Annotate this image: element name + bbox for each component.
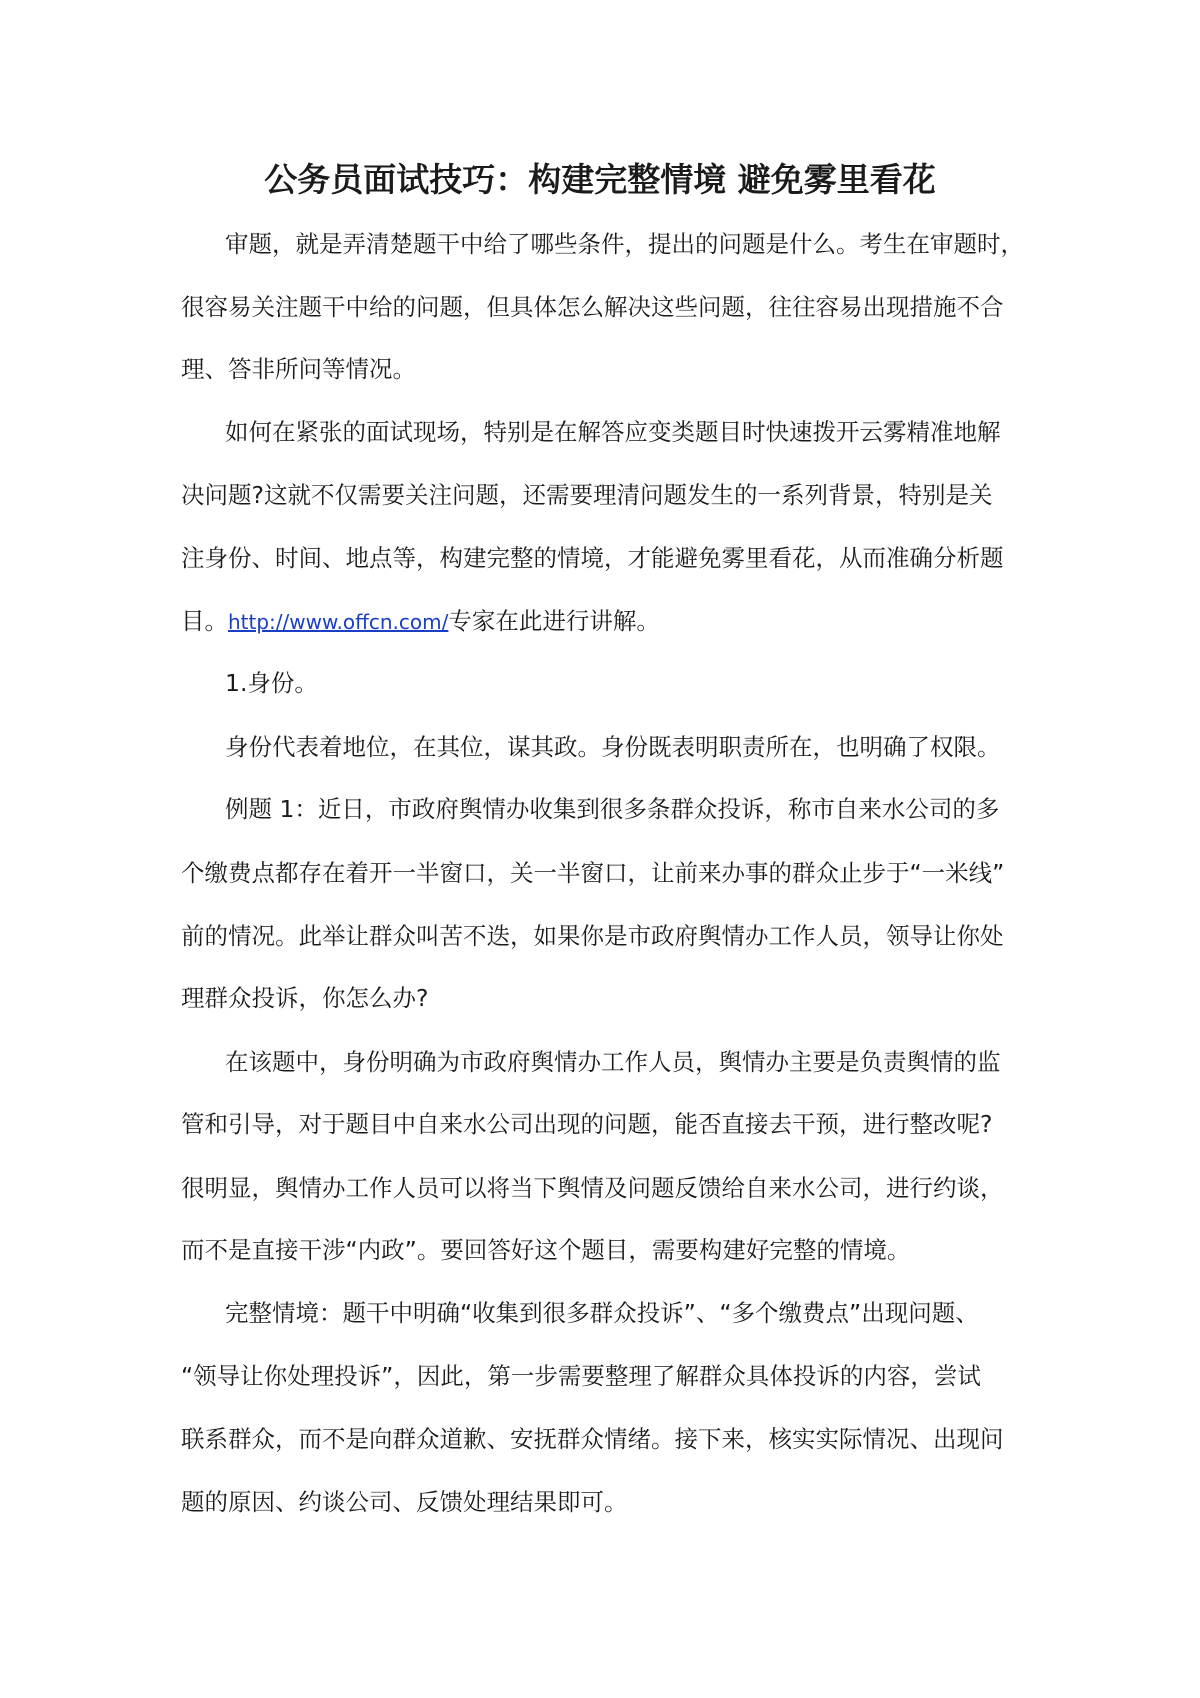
paragraph-2-line-3: 注身份、时间、地点等，构建完整的情境，才能避免雾里看花，从而准确分析题 — [181, 544, 1004, 572]
example-1-line-4: 理群众投诉，你怎么办? — [181, 984, 429, 1012]
section-heading-identity: 1.身份。 — [225, 669, 318, 697]
paragraph-7-line-4: 题的原因、约谈公司、反馈处理结果即可。 — [181, 1488, 628, 1516]
example-1-line-3: 前的情况。此举让群众叫苦不迭，如果你是市政府舆情办工作人员，领导让你处 — [181, 922, 1004, 950]
paragraph-7-line-3: 联系群众，而不是向群众道歉、安抚群众情绪。接下来，核实实际情况、出现问 — [181, 1425, 1004, 1453]
paragraph-1-line-3: 理、答非所问等情况。 — [181, 355, 416, 383]
paragraph-4-line-1: 身份代表着地位，在其位，谋其政。身份既表明职责所在，也明确了权限。 — [225, 733, 1001, 761]
offcn-link[interactable]: http://www.offcn.com/ — [228, 610, 449, 634]
paragraph-6-line-3: 很明显，舆情办工作人员可以将当下舆情及问题反馈给自来水公司，进行约谈， — [181, 1174, 1004, 1202]
paragraph-6-line-2: 管和引导，对于题目中自来水公司出现的问题，能否直接去干预，进行整改呢? — [181, 1110, 993, 1138]
paragraph-2-line-4 — [181, 604, 660, 639]
paragraph-6-line-1: 在该题中，身份明确为市政府舆情办工作人员，舆情办主要是负责舆情的监 — [225, 1048, 1001, 1076]
paragraph-7-line-1: 完整情境：题干中明确“收集到很多群众投诉”、“多个缴费点”出现问题、 — [225, 1299, 979, 1327]
paragraph-7-line-2: “领导让你处理投诉”，因此，第一步需要整理了解群众具体投诉的内容，尝试 — [181, 1362, 981, 1390]
example-1-line-2: 个缴费点都存在着开一半窗口，关一半窗口，让前来办事的群众止步于“一米线” — [181, 859, 1005, 887]
paragraph-1-line-1: 审题，就是弄清楚题干中给了哪些条件，提出的问题是什么。考生在审题时， — [225, 230, 1024, 258]
paragraph-2-prefix: 目。 — [181, 607, 228, 635]
paragraph-2-line-1: 如何在紧张的面试现场，特别是在解答应变类题目时快速拨开云雾精准地解 — [225, 418, 1001, 446]
paragraph-1-line-2: 很容易关注题干中给的问题，但具体怎么解决这些问题，往往容易出现措施不合 — [181, 293, 1004, 321]
paragraph-6-line-4: 而不是直接干涉“内政”。要回答好这个题目，需要构建好完整的情境。 — [181, 1236, 911, 1264]
paragraph-2-line-2: 决问题?这就不仅需要关注问题，还需要理清问题发生的一系列背景，特别是关 — [181, 481, 993, 509]
paragraph-2-suffix: 专家在此进行讲解。 — [448, 607, 660, 635]
document-title: 公务员面试技巧：构建完整情境 避免雾里看花 — [264, 160, 936, 199]
example-1-line-1: 例题 1：近日，市政府舆情办收集到很多条群众投诉，称市自来水公司的多 — [225, 795, 1000, 823]
